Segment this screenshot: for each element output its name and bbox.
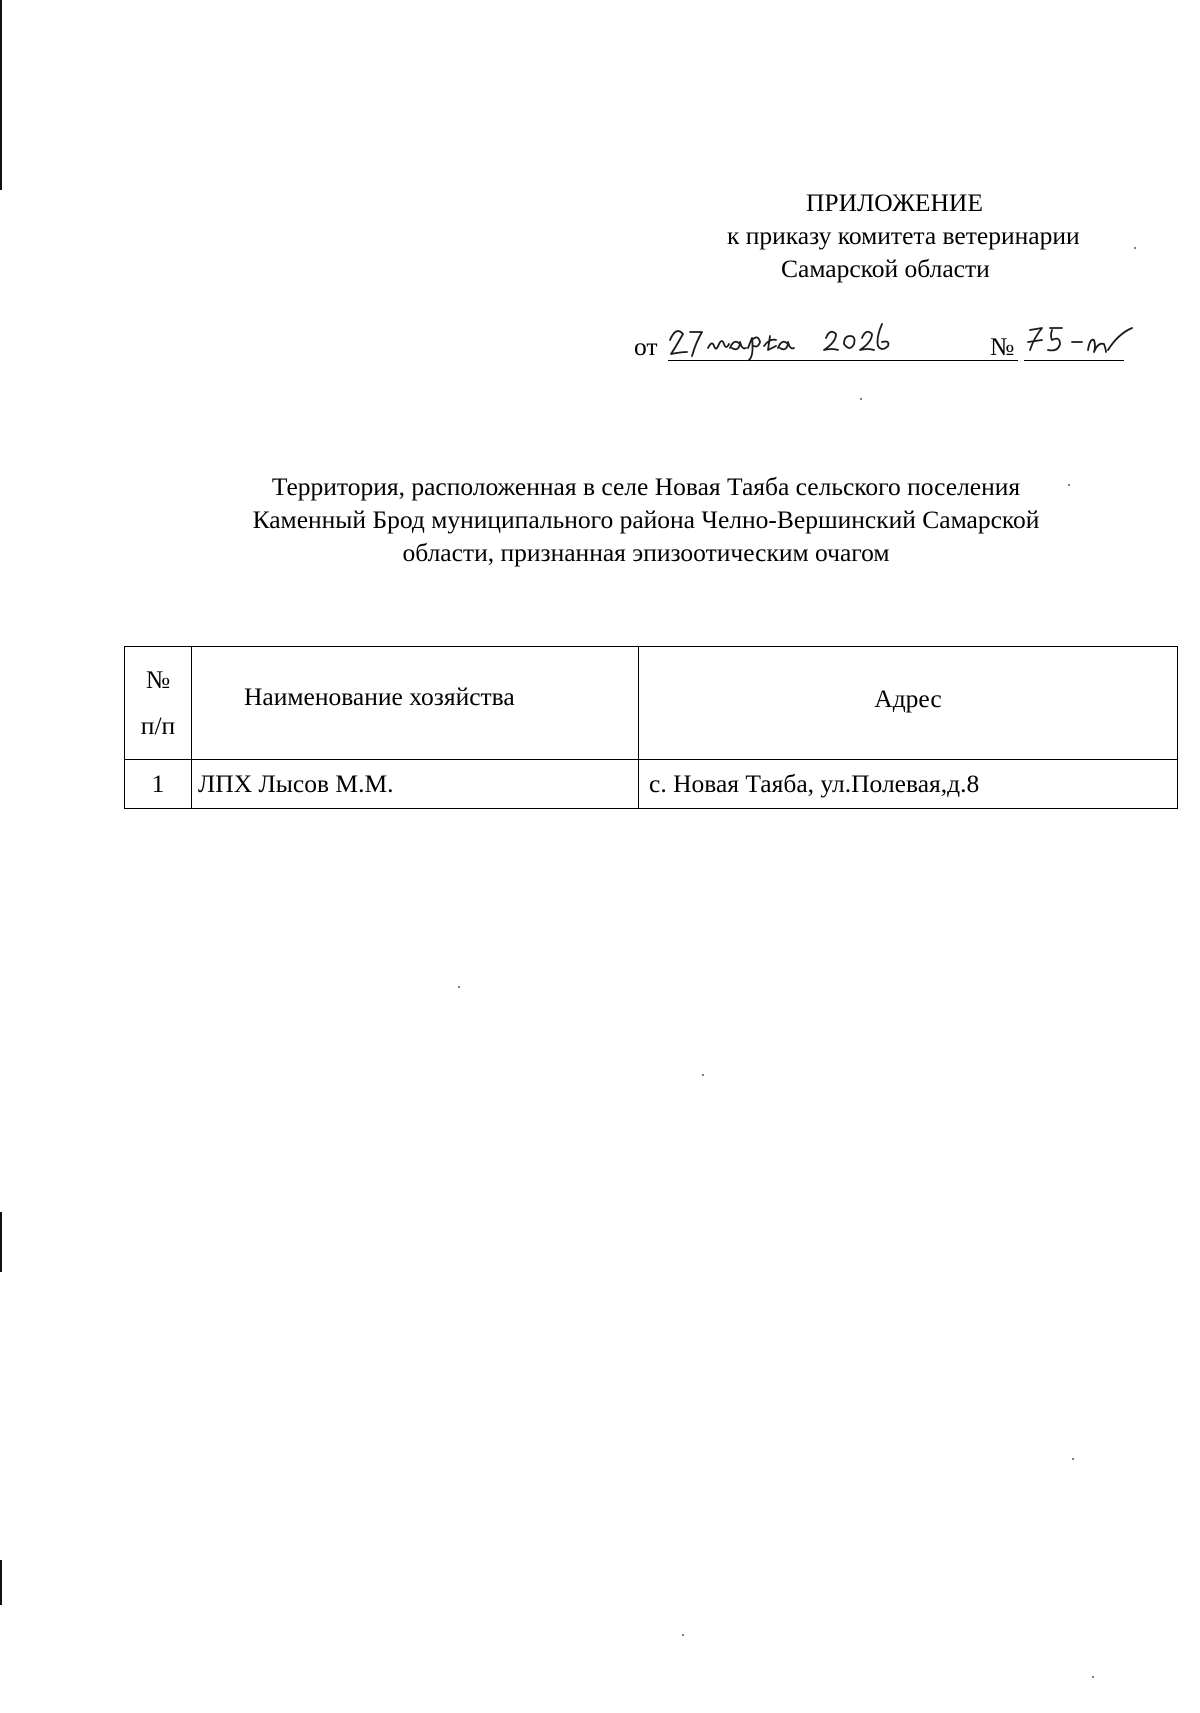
table-header-row <box>125 647 1178 760</box>
appendix-title: ПРИЛОЖЕНИЕ <box>806 188 983 217</box>
row-address: с. Новая Таяба, ул.Полевая,д.8 <box>639 760 1178 809</box>
row-number: 1 <box>125 760 192 809</box>
scan-speck <box>1134 247 1136 249</box>
header-number-abbr: п/п <box>140 711 176 740</box>
scan-speck <box>458 986 460 988</box>
scan-edge-top <box>0 0 2 190</box>
header-number-sign: № <box>145 665 171 694</box>
scan-edge-bottom <box>0 1560 2 1605</box>
appendix-subtitle: к приказу комитета ветеринарии <box>727 221 1080 250</box>
order-date-number-line <box>632 318 1152 368</box>
title-line-3: области, признанная эпизоотическим очагом <box>402 538 890 567</box>
date-prefix: от <box>634 332 658 361</box>
header-number <box>125 647 192 760</box>
table-row <box>125 760 1178 809</box>
scan-speck <box>860 398 862 400</box>
order-number-field <box>1024 318 1124 361</box>
scan-edge-middle <box>0 1212 2 1272</box>
row-farm-name: ЛПХ Лысов М.М. <box>192 760 639 809</box>
scan-speck <box>1072 1458 1074 1460</box>
scan-speck <box>1068 484 1070 486</box>
farms-table <box>124 646 1178 809</box>
header-farm-name: Наименование хозяйства <box>192 647 639 760</box>
handwritten-date <box>668 318 1018 362</box>
document-title <box>120 470 1172 569</box>
title-line-1: Территория, расположенная в селе Новая Таяба сельского поселения <box>271 472 1021 501</box>
number-sign: № <box>990 332 1015 361</box>
header-address: Адрес <box>639 647 1178 760</box>
handwritten-number <box>1024 318 1134 362</box>
scan-speck <box>702 1074 704 1076</box>
date-field <box>668 318 1018 361</box>
scan-speck <box>1092 1676 1094 1678</box>
scan-speck <box>682 1634 684 1636</box>
title-line-2: Каменный Брод муниципального района Челно-Вершинский Самарской <box>252 505 1040 534</box>
appendix-region: Самарской области <box>781 254 990 283</box>
